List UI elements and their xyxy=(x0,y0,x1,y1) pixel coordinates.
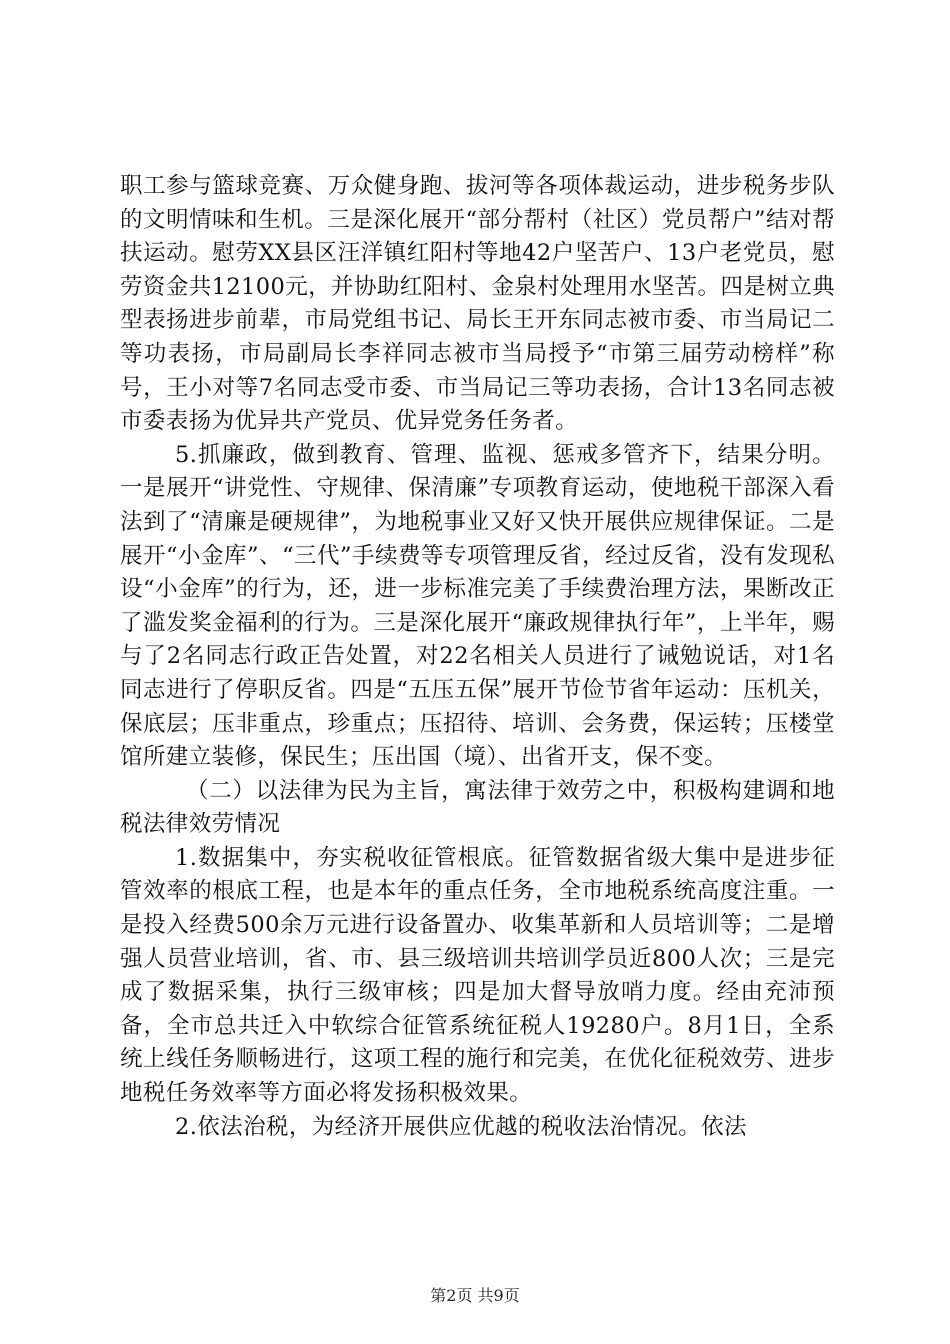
paragraph-2: 5.抓廉政，做到教育、管理、监视、惩戒多管齐下，结果分明。一是展开“讲党性、守规律、保清廉”专项教育运动，使地税干部深入看法到了“清廉是硬规律”，为地税事业又好又快开展供应规律保证。二是展开“小金库”、“三代”手续费等专项管理反省，经过反省，没有发现私设“小金库”的行为，还，进一步标准完美了手续费治理方法，果断改正了滥发奖金福利的行为。三是深化展开“廉政规律执行年”，上半年，赐与了2名同志行政正告处置，对22名相关人员进行了诫勉说话，对1名同志进行了停职反省。四是“五压五保”展开节俭节省年运动：压机关，保底层；压非重点，珍重点；压招待、培训、会务费，保运转；压楼堂馆所建立装修，保民生；压出国（境）、出省开支，保不变。 xyxy=(120,441,835,771)
paragraph-3: 1.数据集中，夯实税收征管根底。征管数据省级大集中是进步征管效率的根底工程，也是本年的重点任务，全市地税系统高度注重。一是投入经费500余万元进行设备置办、收集革新和人员培训等；二是增强人员营业培训，省、市、县三级培训共培训学员近800人次；三是完成了数据采集，执行三级审核；四是加大督导放哨力度。经由充沛预备，全市总共迁入中软综合征管系统征税人19280户。8月1日，全系统上线任务顺畅进行，这项工程的施行和完美，在优化征税效劳、进步地税任务效率等方面必将发扬积极效果。 xyxy=(120,844,835,1107)
document-body xyxy=(120,170,835,1144)
section-heading: （二）以法律为民为主旨，寓法律于效劳之中，积极构建调和地税法律效劳情况 xyxy=(120,777,835,838)
paragraph-4: 2.依法治税，为经济开展供应优越的税收法治情况。依法 xyxy=(175,1113,747,1140)
page-number-footer: 第2页 共9页 xyxy=(430,1286,520,1305)
paragraph-1: 职工参与篮球竞赛、万众健身跑、拔河等各项体裁运动，进步税务步队的文明情味和生机。三是深化展开“部分帮村（社区）党员帮户”结对帮扶运动。慰劳XX县区汪洋镇红阳村等地42户坚苦户、13户老党员，慰劳资金共12100元，并协助红阳村、金泉村处理用水坚苦。四是树立典型表扬进步前辈，市局党组书记、局长王开东同志被市委、市当局记二等功表扬，市局副局长李祥同志被市当局授予“市第三届劳动榜样”称号，王小对等7名同志受市委、市当局记三等功表扬，合计13名同志被市委表扬为优异共产党员、优异党务任务者。 xyxy=(120,173,835,435)
